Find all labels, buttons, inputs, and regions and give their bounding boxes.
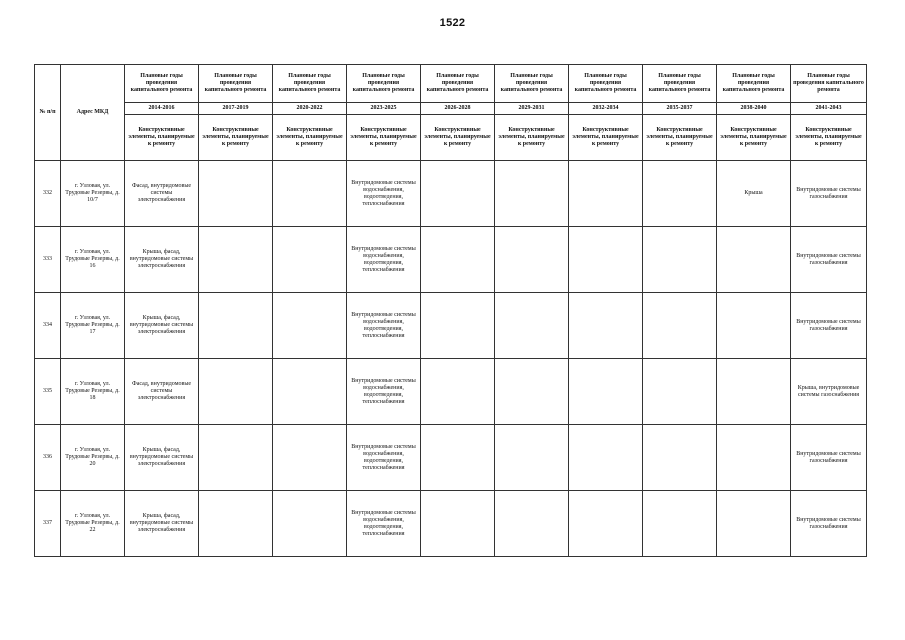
cell-2023-2025: Внутридомовые системы водоснабжения, водоотведения, теплоснабжения	[347, 227, 421, 293]
header-num: № п/п	[35, 65, 61, 161]
header-row-elements	[35, 115, 867, 161]
cell-2038-2040	[717, 425, 791, 491]
year-range: 2023-2025	[347, 103, 421, 115]
row-number: 337	[35, 491, 61, 557]
cell-2017-2019	[199, 491, 273, 557]
cell-2032-2034	[569, 491, 643, 557]
cell-2023-2025: Внутридомовые системы водоснабжения, водоотведения, теплоснабжения	[347, 161, 421, 227]
cell-2026-2028	[421, 359, 495, 425]
row-address: г. Узловая, ул. Трудовые Резервы, д. 20	[61, 425, 125, 491]
cell-2038-2040: Крыша	[717, 161, 791, 227]
cell-2014-2016: Крыша, фасад, внутридомовые системы электроснабжения	[125, 293, 199, 359]
row-address: г. Узловая, ул. Трудовые Резервы, д. 22	[61, 491, 125, 557]
cell-2035-2037	[643, 293, 717, 359]
cell-2032-2034	[569, 227, 643, 293]
table-row	[35, 425, 867, 491]
cell-2032-2034	[569, 425, 643, 491]
table-row	[35, 227, 867, 293]
header-planned-2014: Плановые годы проведения капитального ремонта	[125, 65, 199, 103]
header-address: Адрес МКД	[61, 65, 125, 161]
cell-2035-2037	[643, 161, 717, 227]
cell-2035-2037	[643, 359, 717, 425]
cell-2038-2040	[717, 491, 791, 557]
table-row	[35, 491, 867, 557]
header-elements: Конструктивные элементы, планируемые к ремонту	[347, 115, 421, 161]
header-elements: Конструктивные элементы, планируемые к ремонту	[569, 115, 643, 161]
cell-2020-2022	[273, 491, 347, 557]
cell-2032-2034	[569, 293, 643, 359]
row-address: г. Узловая, ул. Трудовые Резервы, д. 18	[61, 359, 125, 425]
cell-2026-2028	[421, 491, 495, 557]
cell-2017-2019	[199, 359, 273, 425]
cell-2020-2022	[273, 227, 347, 293]
header-planned-2026: Плановые годы проведения капитального ремонта	[421, 65, 495, 103]
cell-2032-2034	[569, 161, 643, 227]
year-range: 2026-2028	[421, 103, 495, 115]
cell-2023-2025: Внутридомовые системы водоснабжения, водоотведения, теплоснабжения	[347, 425, 421, 491]
cell-2017-2019	[199, 293, 273, 359]
cell-2041-2043: Внутридомовые системы газоснабжения	[791, 491, 867, 557]
header-row-years	[35, 103, 867, 115]
header-planned-2038: Плановые годы проведения капитального ремонта	[717, 65, 791, 103]
header-elements: Конструктивные элементы, планируемые к ремонту	[791, 115, 867, 161]
header-planned-2023: Плановые годы проведения капитального ремонта	[347, 65, 421, 103]
cell-2014-2016: Крыша, фасад, внутридомовые системы электроснабжения	[125, 425, 199, 491]
cell-2020-2022	[273, 293, 347, 359]
row-number: 333	[35, 227, 61, 293]
year-range: 2014-2016	[125, 103, 199, 115]
row-number: 334	[35, 293, 61, 359]
page-number: 1522	[439, 17, 466, 29]
cell-2014-2016: Фасад, внутридомовые системы электроснабжения	[125, 161, 199, 227]
cell-2035-2037	[643, 491, 717, 557]
cell-2023-2025: Внутридомовые системы водоснабжения, водоотведения, теплоснабжения	[347, 491, 421, 557]
cell-2014-2016: Крыша, фасад, внутридомовые системы электроснабжения	[125, 227, 199, 293]
header-planned-2029: Плановые годы проведения капитального ремонта	[495, 65, 569, 103]
header-planned-2017: Плановые годы проведения капитального ремонта	[199, 65, 273, 103]
header-row-planned	[35, 65, 867, 103]
cell-2029-2031	[495, 359, 569, 425]
cell-2029-2031	[495, 425, 569, 491]
cell-2026-2028	[421, 161, 495, 227]
year-range: 2029-2031	[495, 103, 569, 115]
cell-2035-2037	[643, 425, 717, 491]
cell-2041-2043: Крыша, внутридомовые системы газоснабжения	[791, 359, 867, 425]
cell-2041-2043: Внутридомовые системы газоснабжения	[791, 161, 867, 227]
cell-2026-2028	[421, 227, 495, 293]
cell-2017-2019	[199, 227, 273, 293]
cell-2017-2019	[199, 161, 273, 227]
row-address: г. Узловая, ул. Трудовые Резервы, д. 17	[61, 293, 125, 359]
header-elements: Конструктивные элементы, планируемые к ремонту	[643, 115, 717, 161]
row-address: г. Узловая, ул. Трудовые Резервы, д. 10/7	[61, 161, 125, 227]
year-range: 2017-2019	[199, 103, 273, 115]
cell-2020-2022	[273, 425, 347, 491]
row-number: 335	[35, 359, 61, 425]
cell-2041-2043: Внутридомовые системы газоснабжения	[791, 227, 867, 293]
cell-2035-2037	[643, 227, 717, 293]
cell-2029-2031	[495, 293, 569, 359]
cell-2014-2016: Крыша, фасад, внутридомовые системы электроснабжения	[125, 491, 199, 557]
year-range: 2035-2037	[643, 103, 717, 115]
cell-2020-2022	[273, 359, 347, 425]
cell-2038-2040	[717, 227, 791, 293]
header-elements: Конструктивные элементы, планируемые к ремонту	[199, 115, 273, 161]
year-range: 2020-2022	[273, 103, 347, 115]
cell-2023-2025: Внутридомовые системы водоснабжения, водоотведения, теплоснабжения	[347, 293, 421, 359]
year-range: 2041-2043	[791, 103, 867, 115]
table-row	[35, 161, 867, 227]
capital-repair-table	[34, 64, 867, 557]
header-planned-2041: Плановые годы проведения капитального ремонта	[791, 65, 867, 103]
cell-2017-2019	[199, 425, 273, 491]
row-address: г. Узловая, ул. Трудовые Резервы, д. 16	[61, 227, 125, 293]
year-range: 2038-2040	[717, 103, 791, 115]
cell-2014-2016: Фасад, внутридомовые системы электроснабжения	[125, 359, 199, 425]
year-range: 2032-2034	[569, 103, 643, 115]
cell-2038-2040	[717, 293, 791, 359]
row-number: 336	[35, 425, 61, 491]
cell-2029-2031	[495, 227, 569, 293]
row-number: 332	[35, 161, 61, 227]
cell-2026-2028	[421, 425, 495, 491]
header-planned-2032: Плановые годы проведения капитального ремонта	[569, 65, 643, 103]
header-planned-2035: Плановые годы проведения капитального ремонта	[643, 65, 717, 103]
header-elements: Конструктивные элементы, планируемые к ремонту	[717, 115, 791, 161]
cell-2023-2025: Внутридомовые системы водоснабжения, водоотведения, теплоснабжения	[347, 359, 421, 425]
table-row	[35, 359, 867, 425]
cell-2029-2031	[495, 161, 569, 227]
header-elements: Конструктивные элементы, планируемые к ремонту	[421, 115, 495, 161]
header-planned-2020: Плановые годы проведения капитального ремонта	[273, 65, 347, 103]
header-elements: Конструктивные элементы, планируемые к ремонту	[125, 115, 199, 161]
cell-2029-2031	[495, 491, 569, 557]
table-row	[35, 293, 867, 359]
cell-2041-2043: Внутридомовые системы газоснабжения	[791, 425, 867, 491]
cell-2038-2040	[717, 359, 791, 425]
header-elements: Конструктивные элементы, планируемые к ремонту	[495, 115, 569, 161]
cell-2041-2043: Внутридомовые системы газоснабжения	[791, 293, 867, 359]
header-elements: Конструктивные элементы, планируемые к ремонту	[273, 115, 347, 161]
cell-2026-2028	[421, 293, 495, 359]
cell-2032-2034	[569, 359, 643, 425]
cell-2020-2022	[273, 161, 347, 227]
